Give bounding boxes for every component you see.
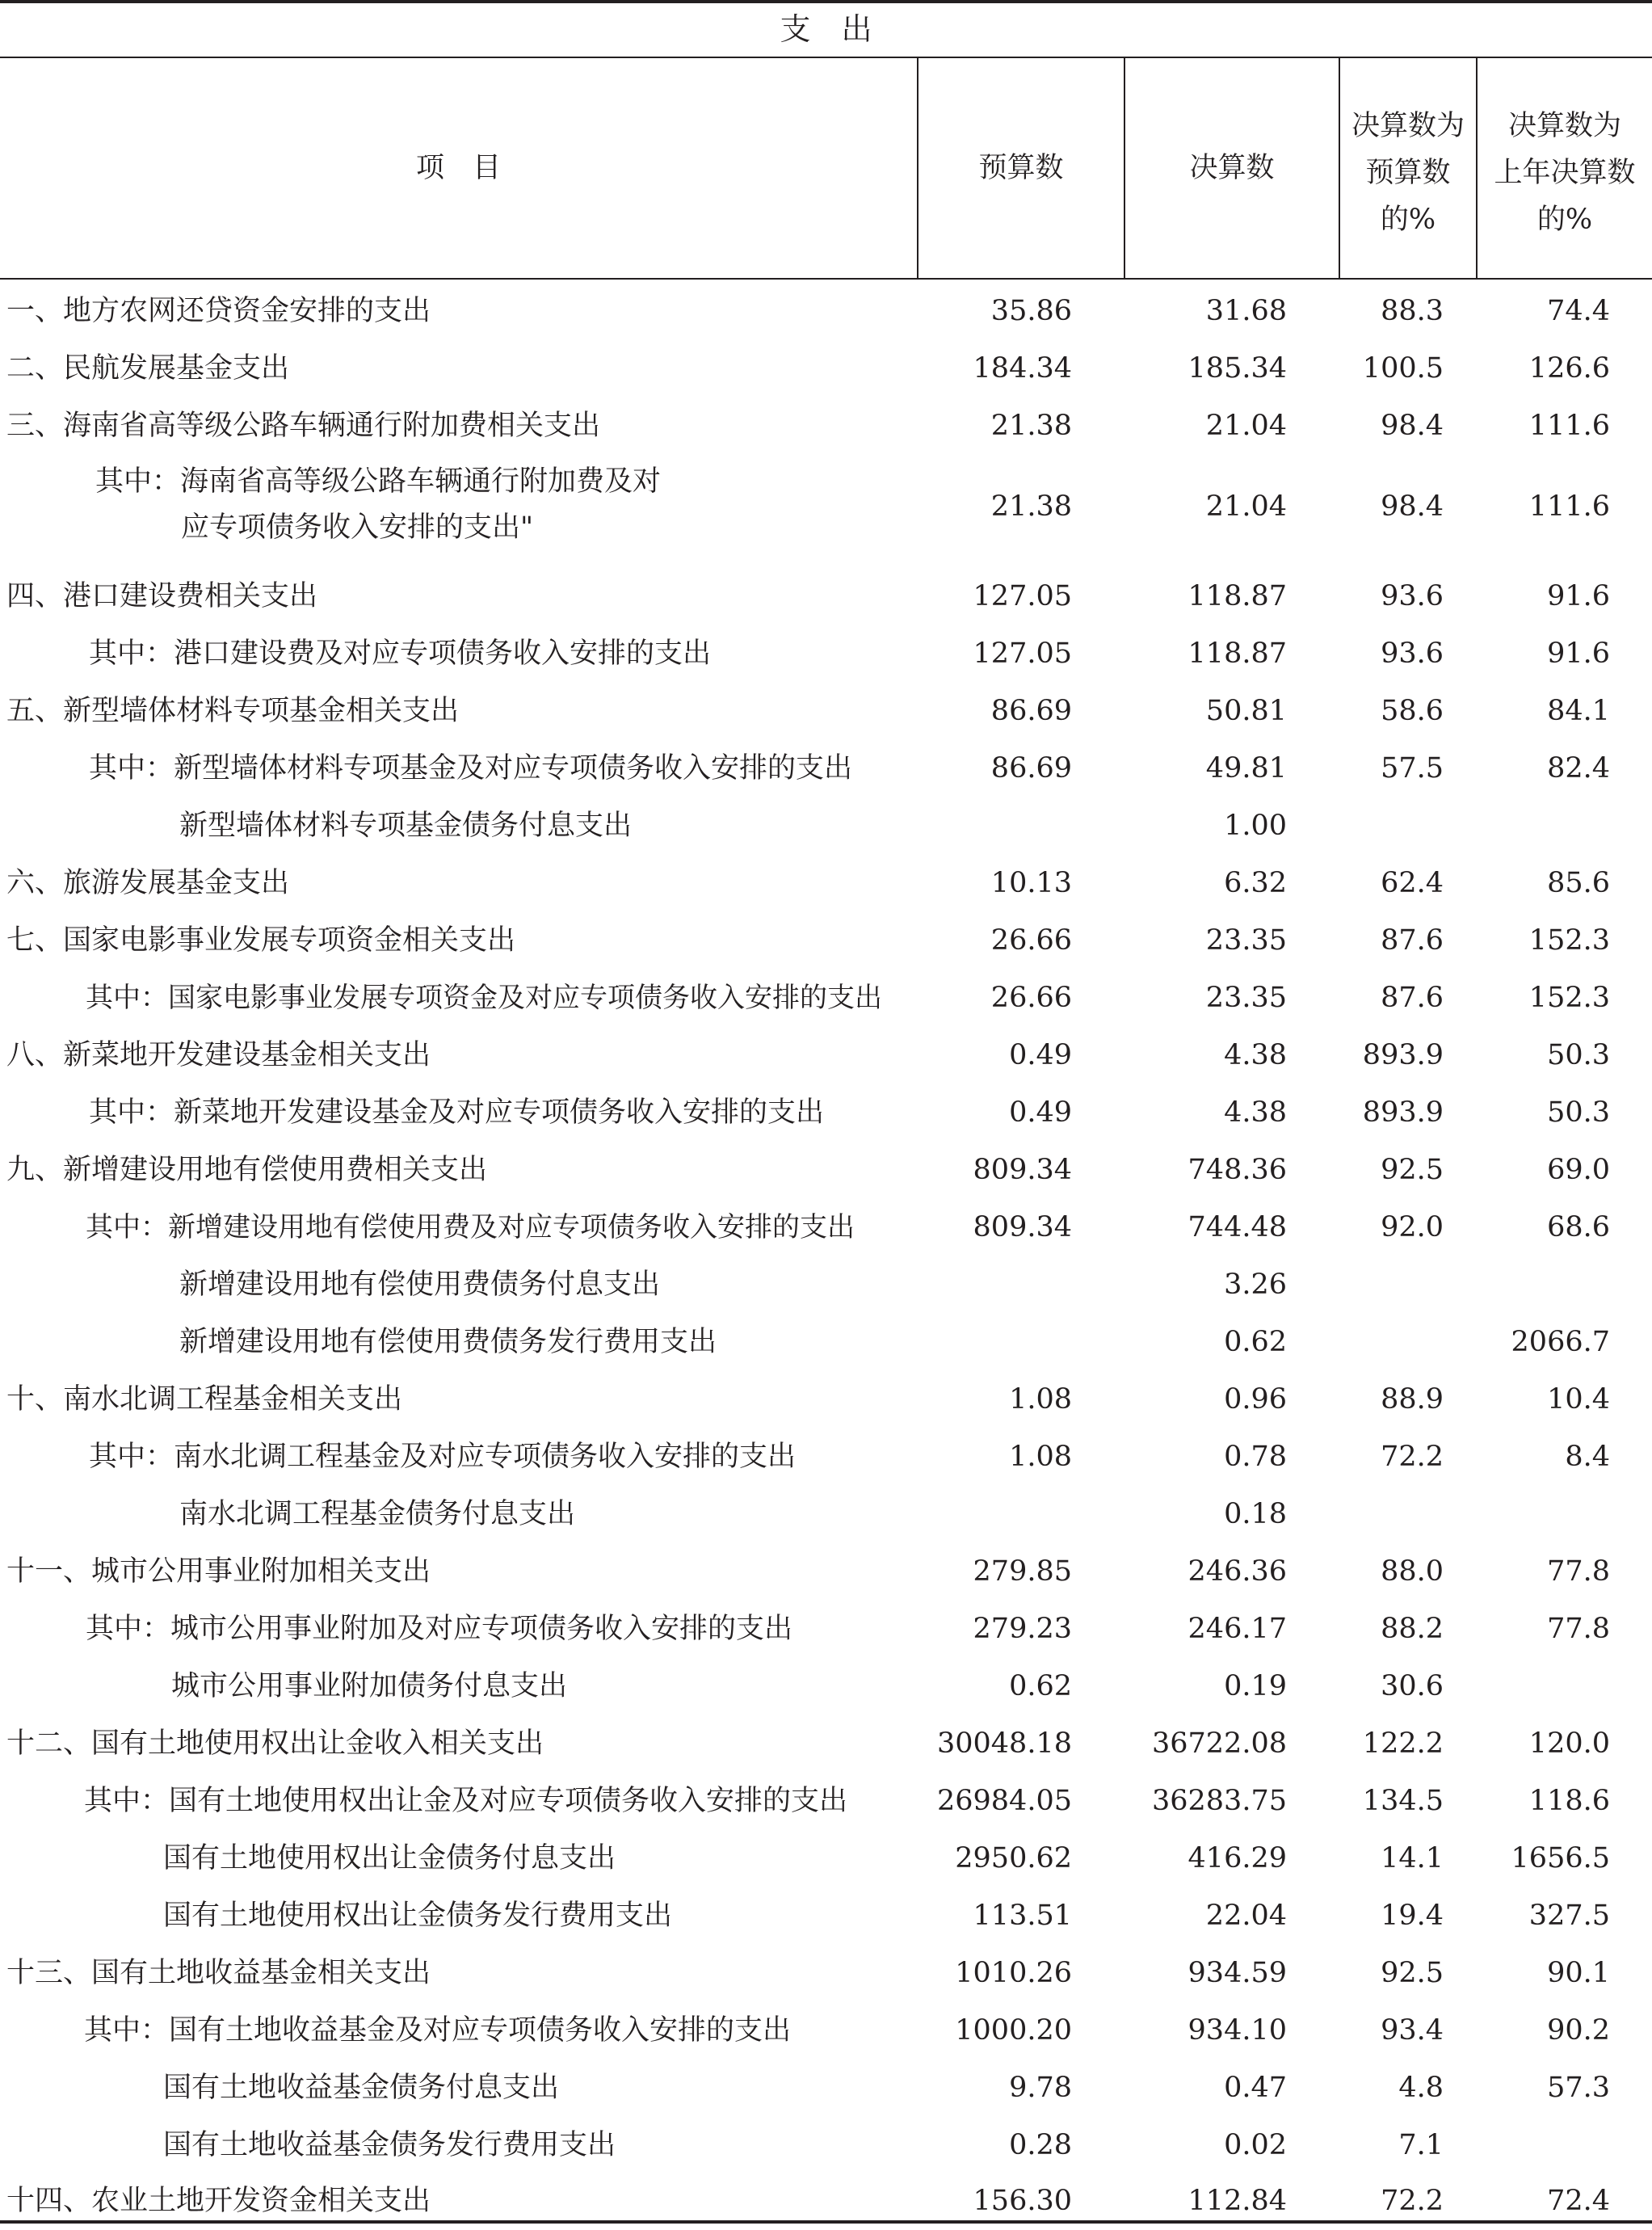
budget-value: 0.49 <box>1009 1096 1072 1129</box>
ratio-prev-value: 126.6 <box>1528 352 1610 385</box>
ratio-prev-value: 82.4 <box>1547 752 1610 785</box>
budget-value: 86.69 <box>990 752 1072 785</box>
table-row <box>0 1486 1652 1543</box>
row-label <box>95 459 661 551</box>
final-value: 49.81 <box>1205 752 1287 785</box>
ratio-prev-value: 118.6 <box>1528 1785 1610 1817</box>
row-label: 其中：港口建设费及对应专项债务收入安排的支出 <box>89 637 712 670</box>
table-row <box>0 2117 1652 2174</box>
final-value: 0.96 <box>1224 1383 1287 1416</box>
ratio-budget-value: 88.9 <box>1381 1383 1444 1416</box>
table-row <box>0 1773 1652 1830</box>
table-row <box>0 1601 1652 1658</box>
row-label: 国有土地使用权出让金债务发行费用支出 <box>163 1900 673 1932</box>
ratio-prev-value: 85.6 <box>1547 867 1610 899</box>
table-row <box>0 1715 1652 1773</box>
top-rule <box>0 0 1652 3</box>
ratio-prev-value: 90.2 <box>1547 2014 1610 2047</box>
table-row <box>0 855 1652 912</box>
row-label: 三、海南省高等级公路车辆通行附加费相关支出 <box>6 410 601 442</box>
header-ratio-prev <box>1478 103 1652 243</box>
table-row <box>0 2060 1652 2117</box>
final-value: 36722.08 <box>1151 1727 1287 1760</box>
table-row <box>0 1830 1652 1887</box>
row-label: 其中：国有土地使用权出让金及对应专项债务收入安排的支出 <box>84 1785 848 1817</box>
row-label: 十三、国有土地收益基金相关支出 <box>6 1957 431 1989</box>
row-label: 其中：国有土地收益基金及对应专项债务收入安排的支出 <box>84 2014 792 2047</box>
row-label: 八、新菜地开发建设基金相关支出 <box>6 1039 431 1071</box>
budget-value: 35.86 <box>990 295 1072 327</box>
table-row <box>0 1428 1652 1486</box>
row-label: 其中：国家电影事业发展专项资金及对应专项债务收入安排的支出 <box>86 982 882 1014</box>
ratio-budget-value: 88.3 <box>1381 295 1444 327</box>
budget-value: 127.05 <box>973 580 1072 612</box>
final-value: 6.32 <box>1224 867 1287 899</box>
row-label: 新增建设用地有偿使用费债务付息支出 <box>179 1269 661 1301</box>
ratio-prev-value: 2066.7 <box>1511 1326 1610 1358</box>
ratio-budget-value: 92.5 <box>1381 1957 1444 1989</box>
final-value: 21.04 <box>1205 410 1287 442</box>
table-row <box>0 912 1652 970</box>
final-value: 934.10 <box>1188 2014 1287 2047</box>
ratio-budget-value: 58.6 <box>1381 695 1444 727</box>
ratio-prev-value: 91.6 <box>1547 580 1610 612</box>
final-value: 3.26 <box>1224 1269 1287 1301</box>
row-label-line: 应专项债务收入安排的支出" <box>181 511 534 544</box>
ratio-budget-value: 92.5 <box>1381 1154 1444 1186</box>
table-row <box>0 1945 1652 2002</box>
budget-value: 30048.18 <box>936 1727 1072 1760</box>
table-row <box>0 2002 1652 2060</box>
ratio-prev-value: 10.4 <box>1547 1383 1610 1416</box>
table-row <box>0 683 1652 740</box>
budget-value: 809.34 <box>973 1211 1072 1243</box>
final-value: 744.48 <box>1188 1211 1287 1243</box>
budget-value: 1.08 <box>1009 1441 1072 1473</box>
ratio-prev-value: 327.5 <box>1528 1900 1610 1932</box>
table-row <box>0 970 1652 1027</box>
ratio-prev-value: 1656.5 <box>1511 1842 1610 1874</box>
ratio-prev-value: 77.8 <box>1547 1555 1610 1588</box>
table-row <box>0 1371 1652 1428</box>
table-row <box>0 1314 1652 1371</box>
ratio-prev-value: 74.4 <box>1547 295 1610 327</box>
ratio-budget-value: 893.9 <box>1362 1096 1444 1129</box>
ratio-budget-value: 72.2 <box>1381 2185 1444 2217</box>
ratio-prev-value: 111.6 <box>1528 410 1610 442</box>
table-row <box>0 1084 1652 1142</box>
budget-value: 279.23 <box>973 1613 1072 1645</box>
final-value: 22.04 <box>1205 1900 1287 1932</box>
ratio-budget-value: 14.1 <box>1381 1842 1444 1874</box>
ratio-prev-value: 68.6 <box>1547 1211 1610 1243</box>
header-line: 决算数为 <box>1507 110 1621 142</box>
budget-value: 279.85 <box>973 1555 1072 1588</box>
final-value: 416.29 <box>1188 1842 1287 1874</box>
budget-value: 21.38 <box>990 490 1072 523</box>
final-value: 246.36 <box>1188 1555 1287 1588</box>
row-label: 其中：南水北调工程基金及对应专项债务收入安排的支出 <box>89 1441 797 1473</box>
ratio-prev-value: 57.3 <box>1547 2072 1610 2104</box>
final-value: 118.87 <box>1188 580 1287 612</box>
ratio-prev-value: 8.4 <box>1565 1441 1610 1473</box>
table-row <box>0 398 1652 455</box>
row-label: 南水北调工程基金债务付息支出 <box>179 1498 576 1530</box>
row-label: 国有土地收益基金债务付息支出 <box>163 2072 560 2104</box>
budget-value: 10.13 <box>990 867 1072 899</box>
final-value: 4.38 <box>1224 1039 1287 1071</box>
row-label: 一、地方农网还贷资金安排的支出 <box>6 295 431 327</box>
final-value: 0.78 <box>1224 1441 1287 1473</box>
final-value: 23.35 <box>1205 924 1287 957</box>
header-line: 上年决算数 <box>1494 157 1636 189</box>
row-label: 其中：城市公用事业附加及对应专项债务收入安排的支出 <box>86 1613 793 1645</box>
budget-value: 0.62 <box>1009 1670 1072 1702</box>
final-value: 0.19 <box>1224 1670 1287 1702</box>
header-line: 的% <box>1536 204 1593 236</box>
final-value: 112.84 <box>1188 2185 1287 2217</box>
final-value: 31.68 <box>1205 295 1287 327</box>
budget-value: 9.78 <box>1009 2072 1072 2104</box>
ratio-budget-value: 93.6 <box>1381 637 1444 670</box>
table-title: 支 出 <box>780 11 872 47</box>
row-label: 十、南水北调工程基金相关支出 <box>6 1383 403 1416</box>
budget-value: 1.08 <box>1009 1383 1072 1416</box>
budget-value: 184.34 <box>973 352 1072 385</box>
budget-value: 26.66 <box>990 924 1072 957</box>
ratio-budget-value: 88.0 <box>1381 1555 1444 1588</box>
row-label: 九、新增建设用地有偿使用费相关支出 <box>6 1154 488 1186</box>
header-line: 预算数 <box>1365 157 1451 189</box>
table-row <box>0 1027 1652 1084</box>
final-value: 0.47 <box>1224 2072 1287 2104</box>
ratio-budget-value: 87.6 <box>1381 982 1444 1014</box>
table-row <box>0 740 1652 797</box>
final-value: 1.00 <box>1224 810 1287 842</box>
ratio-budget-value: 93.6 <box>1381 580 1444 612</box>
ratio-budget-value: 62.4 <box>1381 867 1444 899</box>
row-label: 五、新型墙体材料专项基金相关支出 <box>6 695 460 727</box>
row-label: 二、民航发展基金支出 <box>6 352 290 385</box>
ratio-budget-value: 19.4 <box>1381 1900 1444 1932</box>
table-row <box>0 459 1652 551</box>
budget-value: 156.30 <box>973 2185 1072 2217</box>
budget-value: 21.38 <box>990 410 1072 442</box>
title-rule <box>0 57 1652 58</box>
ratio-prev-value: 111.6 <box>1528 490 1610 523</box>
row-label: 六、旅游发展基金支出 <box>6 867 290 899</box>
row-label: 四、港口建设费相关支出 <box>6 580 318 612</box>
ratio-budget-value: 98.4 <box>1381 410 1444 442</box>
budget-value: 26.66 <box>990 982 1072 1014</box>
budget-value: 113.51 <box>973 1900 1072 1932</box>
budget-value: 2950.62 <box>955 1842 1072 1874</box>
table-row <box>0 1142 1652 1199</box>
ratio-budget-value: 98.4 <box>1381 490 1444 523</box>
final-value: 0.02 <box>1224 2129 1287 2161</box>
ratio-prev-value: 84.1 <box>1547 695 1610 727</box>
final-value: 748.36 <box>1188 1154 1287 1186</box>
header-line: 决算数为 <box>1351 110 1465 142</box>
row-label: 十一、城市公用事业附加相关支出 <box>6 1555 431 1588</box>
ratio-budget-value: 72.2 <box>1381 1441 1444 1473</box>
row-label-line: 其中：海南省高等级公路车辆通行附加费及对 <box>95 465 662 498</box>
table-row <box>0 797 1652 855</box>
final-value: 23.35 <box>1205 982 1287 1014</box>
row-label: 七、国家电影事业发展专项资金相关支出 <box>6 924 516 957</box>
row-label: 新增建设用地有偿使用费债务发行费用支出 <box>179 1326 717 1358</box>
table-row <box>0 2173 1652 2230</box>
ratio-budget-value: 57.5 <box>1381 752 1444 785</box>
ratio-budget-value: 4.8 <box>1398 2072 1444 2104</box>
ratio-budget-value: 134.5 <box>1362 1785 1444 1817</box>
header-rule <box>0 278 1652 280</box>
ratio-prev-value: 152.3 <box>1528 982 1610 1014</box>
final-value: 0.62 <box>1224 1326 1287 1358</box>
ratio-prev-value: 90.1 <box>1547 1957 1610 1989</box>
row-label: 城市公用事业附加债务付息支出 <box>171 1670 568 1702</box>
table-row <box>0 340 1652 398</box>
table-row <box>0 1658 1652 1715</box>
header-item: 项 目 <box>415 152 501 184</box>
row-label: 其中：新菜地开发建设基金及对应专项债务收入安排的支出 <box>89 1096 825 1129</box>
row-label: 其中：新型墙体材料专项基金及对应专项债务收入安排的支出 <box>89 752 853 785</box>
final-value: 0.18 <box>1224 1498 1287 1530</box>
table-row <box>0 625 1652 683</box>
row-label: 国有土地使用权出让金债务付息支出 <box>163 1842 616 1874</box>
ratio-prev-value: 50.3 <box>1547 1096 1610 1129</box>
ratio-budget-value: 30.6 <box>1381 1670 1444 1702</box>
ratio-prev-value: 77.8 <box>1547 1613 1610 1645</box>
row-label: 国有土地收益基金债务发行费用支出 <box>163 2129 616 2161</box>
ratio-budget-value: 87.6 <box>1381 924 1444 957</box>
ratio-prev-value: 69.0 <box>1547 1154 1610 1186</box>
header-line: 的% <box>1380 204 1436 236</box>
row-label: 其中：新增建设用地有偿使用费及对应专项债务收入安排的支出 <box>86 1211 855 1243</box>
final-value: 185.34 <box>1188 352 1287 385</box>
table-row <box>0 1256 1652 1314</box>
ratio-prev-value: 152.3 <box>1528 924 1610 957</box>
budget-value: 86.69 <box>990 695 1072 727</box>
ratio-budget-value: 93.4 <box>1381 2014 1444 2047</box>
budget-value: 809.34 <box>973 1154 1072 1186</box>
budget-value: 1000.20 <box>955 2014 1072 2047</box>
budget-value: 0.28 <box>1009 2129 1072 2161</box>
ratio-budget-value: 88.2 <box>1381 1613 1444 1645</box>
ratio-prev-value: 120.0 <box>1528 1727 1610 1760</box>
ratio-prev-value: 91.6 <box>1547 637 1610 670</box>
ratio-budget-value: 7.1 <box>1398 2129 1444 2161</box>
ratio-budget-value: 92.0 <box>1381 1211 1444 1243</box>
header-ratio-budget <box>1340 103 1476 243</box>
header-final: 决算数 <box>1189 152 1275 184</box>
final-value: 36283.75 <box>1151 1785 1287 1817</box>
budget-value: 1010.26 <box>955 1957 1072 1989</box>
final-value: 118.87 <box>1188 637 1287 670</box>
budget-value: 127.05 <box>973 637 1072 670</box>
budget-value: 0.49 <box>1009 1039 1072 1071</box>
final-value: 934.59 <box>1188 1957 1287 1989</box>
table-row <box>0 1199 1652 1256</box>
ratio-budget-value: 893.9 <box>1362 1039 1444 1071</box>
table-row <box>0 1887 1652 1945</box>
final-value: 246.17 <box>1188 1613 1287 1645</box>
row-label: 十四、农业土地开发资金相关支出 <box>6 2185 431 2217</box>
ratio-budget-value: 122.2 <box>1362 1727 1444 1760</box>
row-label: 新型墙体材料专项基金债务付息支出 <box>179 810 633 842</box>
final-value: 21.04 <box>1205 490 1287 523</box>
table-row <box>0 283 1652 340</box>
budget-value: 26984.05 <box>936 1785 1072 1817</box>
ratio-prev-value: 72.4 <box>1547 2185 1610 2217</box>
ratio-prev-value: 50.3 <box>1547 1039 1610 1071</box>
final-value: 4.38 <box>1224 1096 1287 1129</box>
table-row <box>0 568 1652 625</box>
ratio-budget-value: 100.5 <box>1362 352 1444 385</box>
table-row <box>0 1543 1652 1601</box>
row-label: 十二、国有土地使用权出让金收入相关支出 <box>6 1727 544 1760</box>
header-budget: 预算数 <box>978 152 1064 184</box>
final-value: 50.81 <box>1205 695 1287 727</box>
